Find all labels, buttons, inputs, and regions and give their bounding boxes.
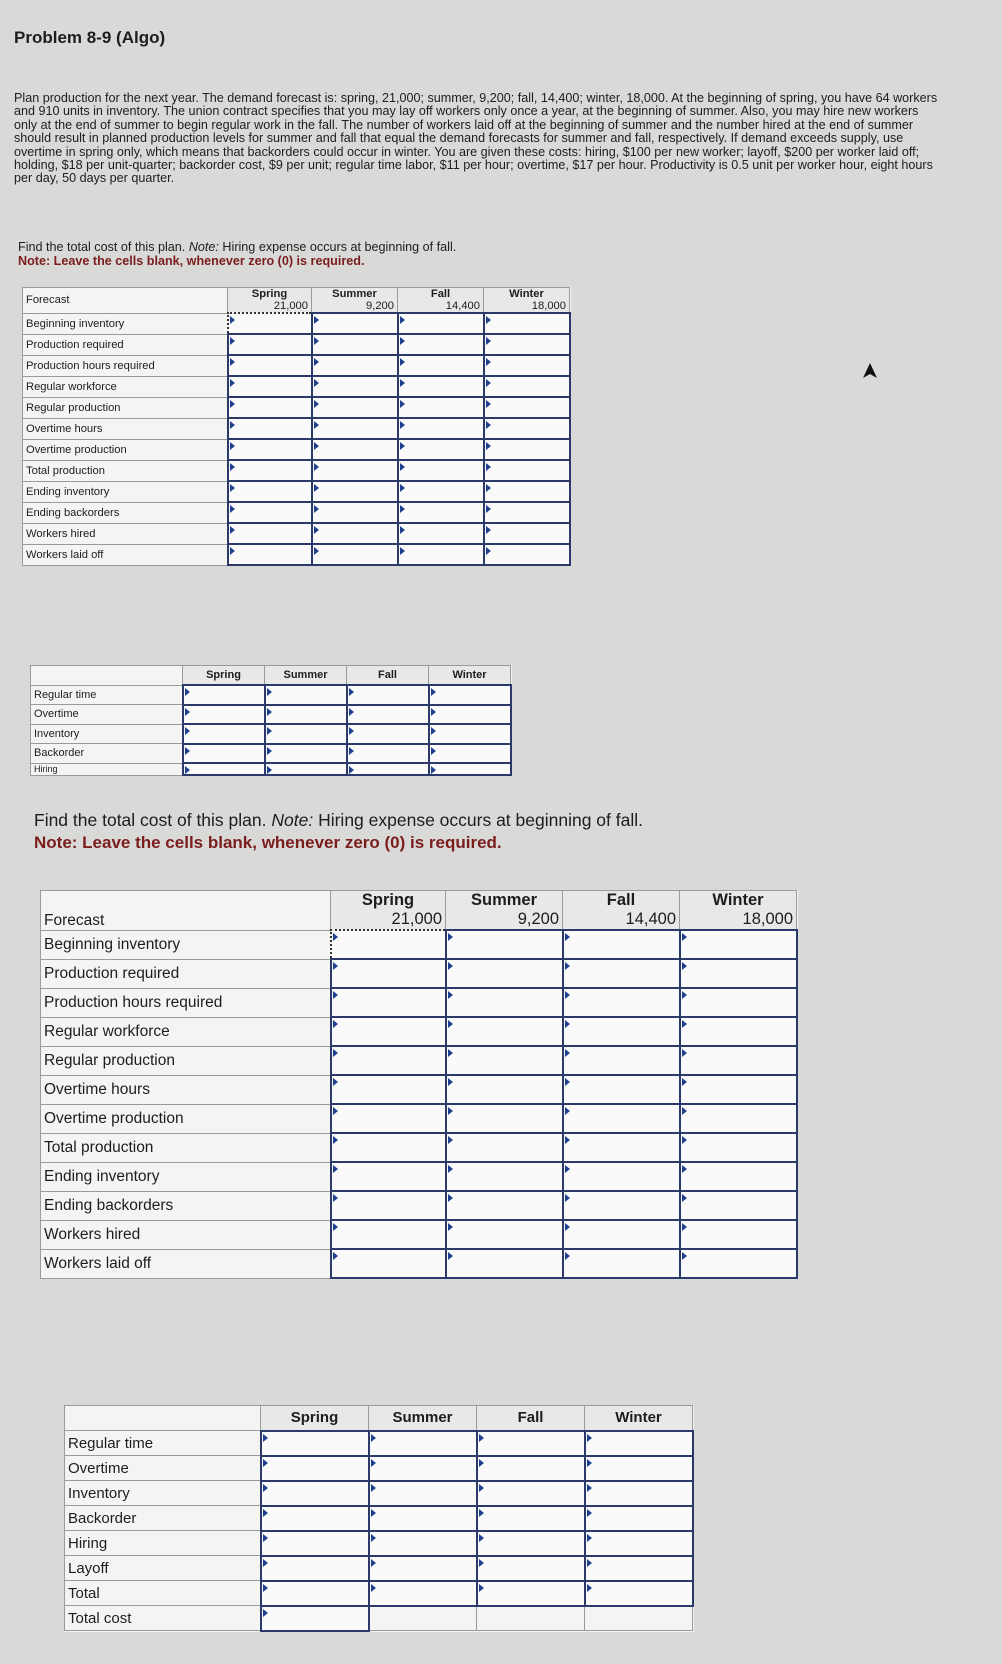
- input-cell[interactable]: [228, 418, 312, 439]
- production-plan-table-small: [22, 287, 571, 566]
- table-row: Overtime production: [23, 439, 570, 460]
- input-cell[interactable]: [429, 763, 511, 775]
- input-cell[interactable]: [446, 1046, 563, 1075]
- note-text: Hiring expense occurs at beginning of fall.: [222, 240, 457, 254]
- input-cell[interactable]: [398, 376, 484, 397]
- instruction-text: [18, 240, 456, 254]
- zero-note: Note: Leave the cells blank, whenever zero (0) is required.: [18, 254, 365, 268]
- mouse-cursor-icon: [862, 362, 878, 380]
- input-cell[interactable]: [680, 1220, 797, 1249]
- input-cell[interactable]: [183, 724, 265, 744]
- table-row: Workers hired: [41, 1220, 797, 1249]
- input-cell[interactable]: [228, 502, 312, 523]
- table-row: Workers hired: [23, 523, 570, 544]
- input-cell[interactable]: [312, 313, 398, 334]
- table-row: Ending inventory: [41, 1162, 797, 1191]
- input-cell[interactable]: [261, 1581, 369, 1606]
- problem-description: Plan production for the next year. The demand forecast is: spring, 21,000; summer, 9,200; fall, 14,400; winter, 18,000. At the beginning of spring, you have 64 workers and 910 units in inventory. The union contract specifies that you may lay off workers only once a year, at the beginning of summer. Also, you may hire new workers only at the end of summer to begin regular work in the fall. The number of workers laid off at the beginning of summer and the number hired at the end of summer should result in planned production levels for summer and fall that equal the demand forecasts for summer and fall, respectively. If demand exceeds supply, use overtime in spring only, which means that backorders could occur in winter. You are given these costs: hiring, $100 per new worker; layoff, $200 per worker laid off; holding, $18 per unit-quarter; backorder cost, $9 per unit; regular time labor, $11 per hour; overtime, $17 per hour. Productivity is 0.5 unit per worker hour, eight hours per day, 50 days per quarter.: [14, 91, 938, 186]
- input-cell[interactable]: [398, 397, 484, 418]
- input-cell[interactable]: [265, 705, 347, 725]
- input-cell[interactable]: [312, 481, 398, 502]
- input-cell[interactable]: [228, 481, 312, 502]
- input-cell[interactable]: [446, 1104, 563, 1133]
- input-cell[interactable]: [446, 1191, 563, 1220]
- input-cell[interactable]: [398, 523, 484, 544]
- table-row: Workers laid off: [41, 1249, 797, 1278]
- input-cell[interactable]: [398, 460, 484, 481]
- forecast-label: Forecast: [23, 288, 228, 314]
- input-cell[interactable]: [183, 763, 265, 775]
- input-cell[interactable]: [484, 439, 570, 460]
- input-cell[interactable]: [446, 1162, 563, 1191]
- input-cell[interactable]: [477, 1481, 585, 1506]
- input-cell[interactable]: [563, 1075, 680, 1104]
- header-summer: Summer 9,200: [312, 288, 398, 314]
- input-cell[interactable]: [585, 1556, 693, 1581]
- input-cell[interactable]: [228, 355, 312, 376]
- input-cell[interactable]: [563, 1162, 680, 1191]
- input-cell[interactable]: [228, 439, 312, 460]
- input-cell[interactable]: [477, 1556, 585, 1581]
- input-cell[interactable]: [563, 1249, 680, 1278]
- input-cell[interactable]: [261, 1531, 369, 1556]
- input-cell[interactable]: [429, 744, 511, 764]
- table-row: Hiring: [31, 763, 511, 775]
- table-row: Production required: [23, 334, 570, 355]
- header-fall: Fall: [477, 1406, 585, 1431]
- input-cell[interactable]: [484, 418, 570, 439]
- input-cell[interactable]: [398, 439, 484, 460]
- table-row: Total cost: [65, 1606, 693, 1631]
- problem-title: Problem 8-9 (Algo): [14, 28, 166, 47]
- header-summer: Summer 9,200: [446, 891, 563, 931]
- table-row: Beginning inventory: [23, 313, 570, 334]
- table-row: Total production: [41, 1133, 797, 1162]
- input-cell[interactable]: [563, 1220, 680, 1249]
- table-row: Overtime: [65, 1456, 693, 1481]
- input-cell[interactable]: [680, 930, 797, 959]
- input-cell[interactable]: [398, 502, 484, 523]
- header-spring: Spring 21,000: [228, 288, 312, 314]
- input-cell[interactable]: [228, 334, 312, 355]
- table-row: Production hours required: [23, 355, 570, 376]
- input-cell[interactable]: [585, 1431, 693, 1456]
- input-cell[interactable]: [369, 1506, 477, 1531]
- input-cell[interactable]: [680, 1249, 797, 1278]
- input-cell[interactable]: [484, 544, 570, 565]
- table-row: Backorder: [31, 744, 511, 764]
- input-cell[interactable]: [477, 1431, 585, 1456]
- input-cell[interactable]: [477, 1506, 585, 1531]
- input-cell[interactable]: [312, 544, 398, 565]
- input-cell[interactable]: [477, 1581, 585, 1606]
- input-cell[interactable]: [312, 376, 398, 397]
- instruction-text-large: Find the total cost of this plan. Note: Hiring expense occurs at beginning of fall.: [34, 810, 643, 830]
- input-cell[interactable]: [477, 1456, 585, 1481]
- input-cell[interactable]: [265, 744, 347, 764]
- input-cell[interactable]: [563, 1046, 680, 1075]
- input-cell[interactable]: [680, 1017, 797, 1046]
- input-cell[interactable]: [312, 439, 398, 460]
- input-cell[interactable]: [347, 763, 429, 775]
- cost-table-small: [30, 665, 512, 776]
- input-cell[interactable]: [369, 1581, 477, 1606]
- input-cell[interactable]: [429, 724, 511, 744]
- header-summer: Summer: [265, 666, 347, 686]
- input-cell[interactable]: [331, 959, 446, 988]
- input-cell[interactable]: [585, 1531, 693, 1556]
- input-cell[interactable]: [398, 481, 484, 502]
- input-cell[interactable]: [347, 685, 429, 705]
- input-cell[interactable]: [585, 1581, 693, 1606]
- input-cell[interactable]: [261, 1481, 369, 1506]
- input-cell[interactable]: [680, 1191, 797, 1220]
- input-cell[interactable]: [446, 959, 563, 988]
- input-cell[interactable]: [680, 1046, 797, 1075]
- table-row: Overtime production: [41, 1104, 797, 1133]
- table-row: Overtime: [31, 705, 511, 725]
- table-row: Backorder: [65, 1506, 693, 1531]
- input-cell[interactable]: [446, 1017, 563, 1046]
- input-cell[interactable]: [331, 1249, 446, 1278]
- input-cell[interactable]: [446, 1220, 563, 1249]
- table-row: Beginning inventory: [41, 930, 797, 959]
- input-cell[interactable]: [228, 460, 312, 481]
- table-row: Layoff: [65, 1556, 693, 1581]
- table-row: Overtime hours: [41, 1075, 797, 1104]
- table-row: Total production: [23, 460, 570, 481]
- input-cell[interactable]: [261, 1431, 369, 1456]
- zero-note-large: Note: Leave the cells blank, whenever zero (0) is required.: [34, 833, 502, 852]
- find-text: Find the total cost of this plan.: [18, 240, 186, 254]
- input-cell[interactable]: [446, 930, 563, 959]
- input-cell[interactable]: [585, 1481, 693, 1506]
- input-cell[interactable]: [265, 685, 347, 705]
- input-cell[interactable]: [680, 1075, 797, 1104]
- header-summer: Summer: [369, 1406, 477, 1431]
- table-row: Production required: [41, 959, 797, 988]
- input-cell[interactable]: [484, 397, 570, 418]
- table-row: Ending backorders: [41, 1191, 797, 1220]
- note-label: Note:: [188, 240, 219, 254]
- input-cell[interactable]: [331, 1133, 446, 1162]
- input-cell[interactable]: [484, 355, 570, 376]
- input-cell[interactable]: [484, 376, 570, 397]
- input-cell[interactable]: [429, 705, 511, 725]
- input-cell[interactable]: [398, 355, 484, 376]
- input-cell[interactable]: [563, 988, 680, 1017]
- input-cell[interactable]: [398, 544, 484, 565]
- input-cell[interactable]: [228, 544, 312, 565]
- table-row: Regular workforce: [23, 376, 570, 397]
- input-cell[interactable]: [228, 313, 312, 334]
- input-cell[interactable]: [228, 397, 312, 418]
- input-cell[interactable]: [680, 1133, 797, 1162]
- table-row: Ending inventory: [23, 481, 570, 502]
- input-cell[interactable]: [369, 1481, 477, 1506]
- input-cell[interactable]: [312, 523, 398, 544]
- input-cell[interactable]: [347, 744, 429, 764]
- input-cell[interactable]: [331, 1075, 446, 1104]
- input-cell[interactable]: [331, 930, 446, 959]
- input-cell[interactable]: [183, 744, 265, 764]
- input-cell[interactable]: [680, 988, 797, 1017]
- input-cell[interactable]: [477, 1531, 585, 1556]
- input-cell[interactable]: [265, 724, 347, 744]
- table-row: Regular workforce: [41, 1017, 797, 1046]
- input-cell[interactable]: [312, 334, 398, 355]
- input-cell[interactable]: [563, 930, 680, 959]
- production-plan-table: [40, 890, 798, 1279]
- table-row: Ending backorders: [23, 502, 570, 523]
- input-cell[interactable]: [585, 1456, 693, 1481]
- input-cell[interactable]: [680, 959, 797, 988]
- table-row: Inventory: [65, 1481, 693, 1506]
- cost-table: [64, 1405, 694, 1632]
- input-cell[interactable]: [265, 763, 347, 775]
- input-cell[interactable]: [563, 1191, 680, 1220]
- input-cell[interactable]: [398, 418, 484, 439]
- input-cell[interactable]: [680, 1162, 797, 1191]
- input-cell[interactable]: [484, 481, 570, 502]
- table-row: Overtime hours: [23, 418, 570, 439]
- header-winter: Winter 18,000: [484, 288, 570, 314]
- header-spring: Spring 21,000: [331, 891, 446, 931]
- input-cell[interactable]: [261, 1606, 369, 1631]
- table-row: Hiring: [65, 1531, 693, 1556]
- input-cell[interactable]: [331, 1046, 446, 1075]
- input-cell[interactable]: [369, 1456, 477, 1481]
- input-cell[interactable]: [312, 502, 398, 523]
- input-cell[interactable]: [261, 1506, 369, 1531]
- input-cell[interactable]: [331, 1191, 446, 1220]
- header-fall: Fall 14,400: [563, 891, 680, 931]
- input-cell[interactable]: [183, 705, 265, 725]
- input-cell[interactable]: [331, 988, 446, 1017]
- input-cell[interactable]: [446, 1075, 563, 1104]
- input-cell[interactable]: [563, 1133, 680, 1162]
- input-cell[interactable]: [261, 1456, 369, 1481]
- input-cell[interactable]: [398, 313, 484, 334]
- input-cell[interactable]: [680, 1104, 797, 1133]
- header-fall: Fall: [347, 666, 429, 686]
- input-cell[interactable]: [347, 705, 429, 725]
- forecast-label: Forecast: [41, 891, 331, 931]
- input-cell[interactable]: [369, 1531, 477, 1556]
- input-cell[interactable]: [446, 1249, 563, 1278]
- input-cell[interactable]: [563, 1104, 680, 1133]
- input-cell[interactable]: [369, 1431, 477, 1456]
- input-cell[interactable]: [312, 397, 398, 418]
- input-cell[interactable]: [312, 355, 398, 376]
- input-cell[interactable]: [484, 523, 570, 544]
- header-spring: Spring: [261, 1406, 369, 1431]
- input-cell[interactable]: [563, 959, 680, 988]
- input-cell[interactable]: [312, 418, 398, 439]
- input-cell[interactable]: [331, 1017, 446, 1046]
- input-cell[interactable]: [261, 1556, 369, 1581]
- input-cell[interactable]: [347, 724, 429, 744]
- table-row: Regular time: [65, 1431, 693, 1456]
- input-cell[interactable]: [446, 988, 563, 1017]
- header-spring: Spring: [183, 666, 265, 686]
- header-winter: Winter: [585, 1406, 693, 1431]
- table-row: Production hours required: [41, 988, 797, 1017]
- input-cell[interactable]: [369, 1556, 477, 1581]
- input-cell[interactable]: [484, 313, 570, 334]
- input-cell[interactable]: [429, 685, 511, 705]
- input-cell[interactable]: [446, 1133, 563, 1162]
- table-row: Regular production: [23, 397, 570, 418]
- input-cell[interactable]: [331, 1104, 446, 1133]
- input-cell[interactable]: [398, 334, 484, 355]
- input-cell[interactable]: [228, 523, 312, 544]
- table-row: Regular production: [41, 1046, 797, 1075]
- header-fall: Fall 14,400: [398, 288, 484, 314]
- table-row: Regular time: [31, 685, 511, 705]
- table-row: Total: [65, 1581, 693, 1606]
- header-winter: Winter: [429, 666, 511, 686]
- input-cell[interactable]: [484, 460, 570, 481]
- input-cell[interactable]: [183, 685, 265, 705]
- input-cell[interactable]: [585, 1506, 693, 1531]
- table-row: Workers laid off: [23, 544, 570, 565]
- input-cell[interactable]: [331, 1220, 446, 1249]
- input-cell[interactable]: [331, 1162, 446, 1191]
- table-row: Inventory: [31, 724, 511, 744]
- input-cell[interactable]: [484, 334, 570, 355]
- header-winter: Winter 18,000: [680, 891, 797, 931]
- input-cell[interactable]: [563, 1017, 680, 1046]
- input-cell[interactable]: [484, 502, 570, 523]
- input-cell[interactable]: [228, 376, 312, 397]
- input-cell[interactable]: [312, 460, 398, 481]
